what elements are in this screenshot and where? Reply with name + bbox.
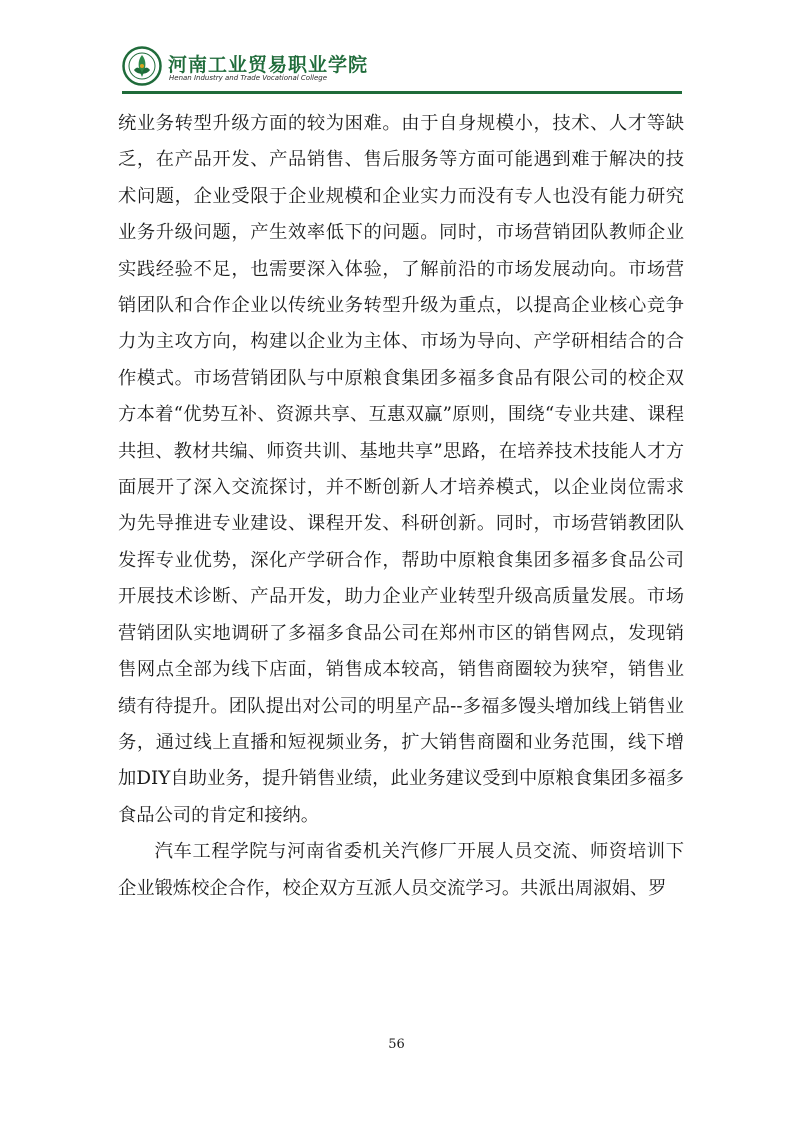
college-emblem-icon [122, 46, 162, 86]
paragraph-2: 汽车工程学院与河南省委机关汽修厂开展人员交流、师资培训下企业锻炼校企合作，校企双方互派人员交流学习。共派出周淑娟、罗 [118, 841, 684, 899]
paragraph-1: 统业务转型升级方面的较为困难。由于自身规模小，技术、人才等缺乏，在产品开发、产品销售、售后服务等方面可能遇到难于解决的技术问题，企业受限于企业规模和企业实力而没有专人也没有能力研究业务升级问题，产生效率低下的问题。同时，市场营销团队教师企业实践经验不足，也需要深入体验，了解前沿的市场发展动向。市场营销团队和合作企业以传统业务转型升级为重点，以提高企业核心竞争力为主攻方向，构建以企业为主体、市场为导向、产学研相结合的合作模式。市场营销团队与中原粮食集团多福多食品有限公司的校企双方本着“优势互补、资源共享、互惠双赢”原则，围绕“专业共建、课程共担、教材共编、师资共训、基地共享”思路，在培养技术技能人才方面展开了深入交流探讨，并不断创新人才培养模式，以企业岗位需求为先导推进专业建设、课程开发、科研创新。同时，市场营销教团队发挥专业优势，深化产学研合作，帮助中原粮食集团多福多食品公司开展技术诊断、产品开发，助力企业产业转型升级高质量发展。市场营销团队实地调研了多福多食品公司在郑州市区的销售网点，发现销售网点全部为线下店面，销售成本较高，销售商圈较为狭窄，销售业绩有待提升。团队提出对公司的明星产品--多福多馒头增加线上销售业务，通过线上直播和短视频业务，扩大销售商圈和业务范围，线下增加DIY自助业务，提升销售业绩，此业务建议受到中原粮食集团多福多食品公司的肯定和接纳。 [118, 113, 684, 826]
page-header [122, 46, 682, 96]
page-number: 56 [388, 1037, 405, 1052]
header-divider [122, 91, 682, 94]
college-name-en: Henan Industry and Trade Vocational College [169, 74, 328, 82]
body-text [118, 106, 684, 907]
college-name-cn: 河南工业贸易职业学院 [168, 54, 369, 76]
